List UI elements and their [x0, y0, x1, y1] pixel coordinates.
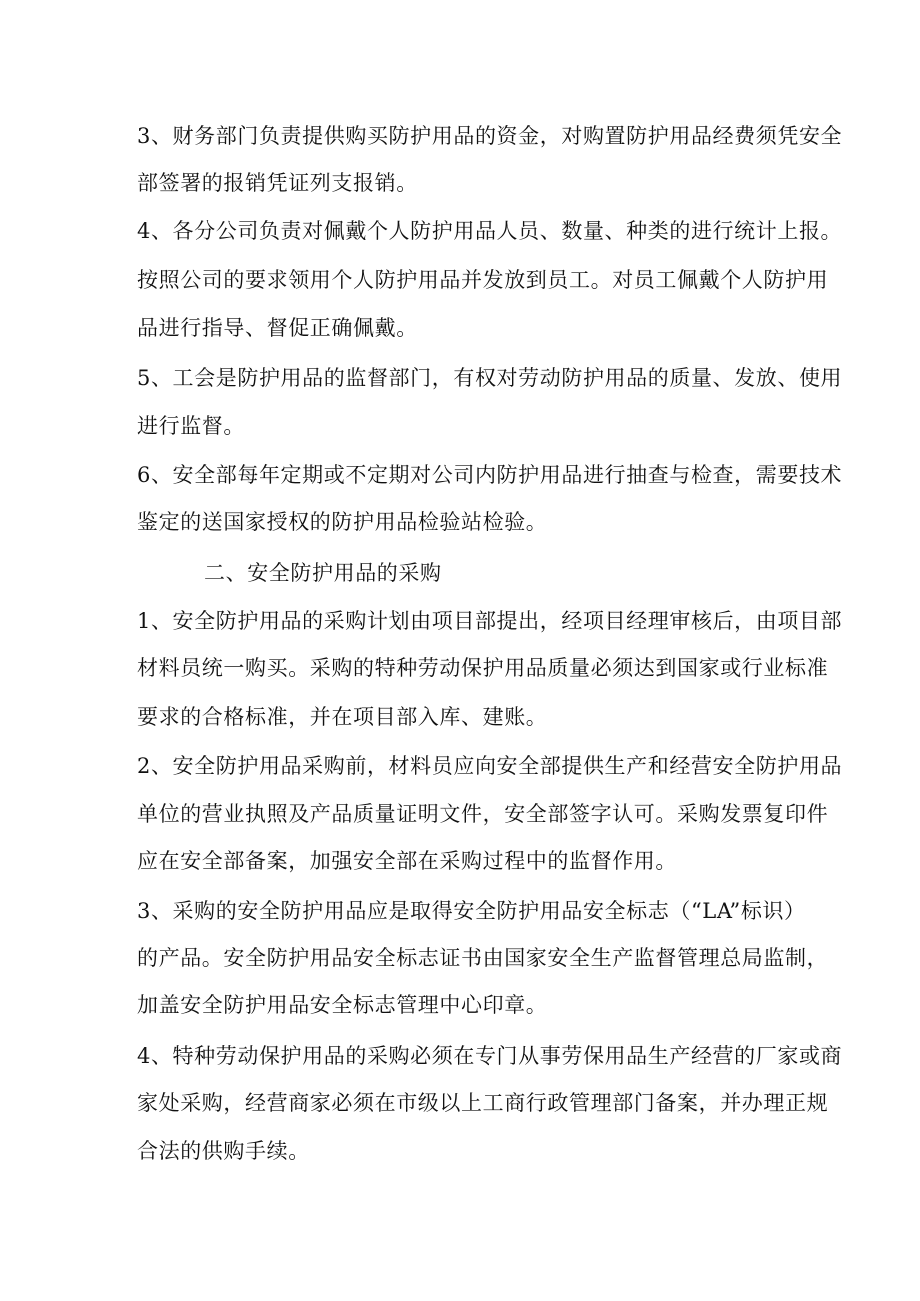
paragraph-line: 按照公司的要求领用个人防护用品并发放到员工。对员工佩戴个人防护用: [137, 268, 829, 292]
paragraph-line: 3、采购的安全防护用品应是取得安全防护用品安全标志（“LA”标识）: [137, 899, 806, 923]
paragraph-line: 单位的营业执照及产品质量证明文件，安全部签字认可。采购发票复印件: [137, 802, 829, 826]
paragraph-line: 加盖安全防护用品安全标志管理中心印章。: [137, 993, 548, 1017]
paragraph-line: 6、安全部每年定期或不定期对公司内防护用品进行抽查与检查，需要技术: [137, 463, 843, 487]
paragraph-line: 材料员统一购买。采购的特种劳动保护用品质量必须达到国家或行业标准: [137, 656, 829, 680]
paragraph-line: 的产品。安全防护用品安全标志证书由国家安全生产监督管理总局监制，: [137, 946, 829, 970]
paragraph-line: 2、安全防护用品采购前，材料员应向安全部提供生产和经营安全防护用品: [137, 754, 843, 778]
paragraph-line: 家处采购，经营商家必须在市级以上工商行政管理部门备案，并办理正规: [137, 1091, 829, 1115]
paragraph-line: 合法的供购手续。: [137, 1139, 310, 1163]
paragraph-line: 4、各分公司负责对佩戴个人防护用品人员、数量、种类的进行统计上报。: [137, 219, 843, 243]
paragraph-line: 要求的合格标准，并在项目部入库、建账。: [137, 705, 548, 729]
paragraph-line: 3、财务部门负责提供购买防护用品的资金，对购置防护用品经费须凭安全: [137, 124, 843, 148]
paragraph-line: 部签署的报销凭证列支报销。: [137, 171, 418, 195]
paragraph-line: 品进行指导、督促正确佩戴。: [137, 316, 418, 340]
paragraph-line: 应在安全部备案，加强安全部在采购过程中的监督作用。: [137, 849, 677, 873]
paragraph-line: 4、特种劳动保护用品的采购必须在专门从事劳保用品生产经营的厂家或商: [137, 1044, 843, 1068]
paragraph-line: 1、安全防护用品的采购计划由项目部提出，经项目经理审核后，由项目部: [137, 609, 843, 633]
section-heading: 二、安全防护用品的采购: [204, 561, 442, 585]
paragraph-line: 进行监督。: [137, 414, 245, 438]
paragraph-line: 5、工会是防护用品的监督部门，有权对劳动防护用品的质量、发放、使用: [137, 366, 843, 390]
paragraph-line: 鉴定的送国家授权的防护用品检验站检验。: [137, 510, 548, 534]
